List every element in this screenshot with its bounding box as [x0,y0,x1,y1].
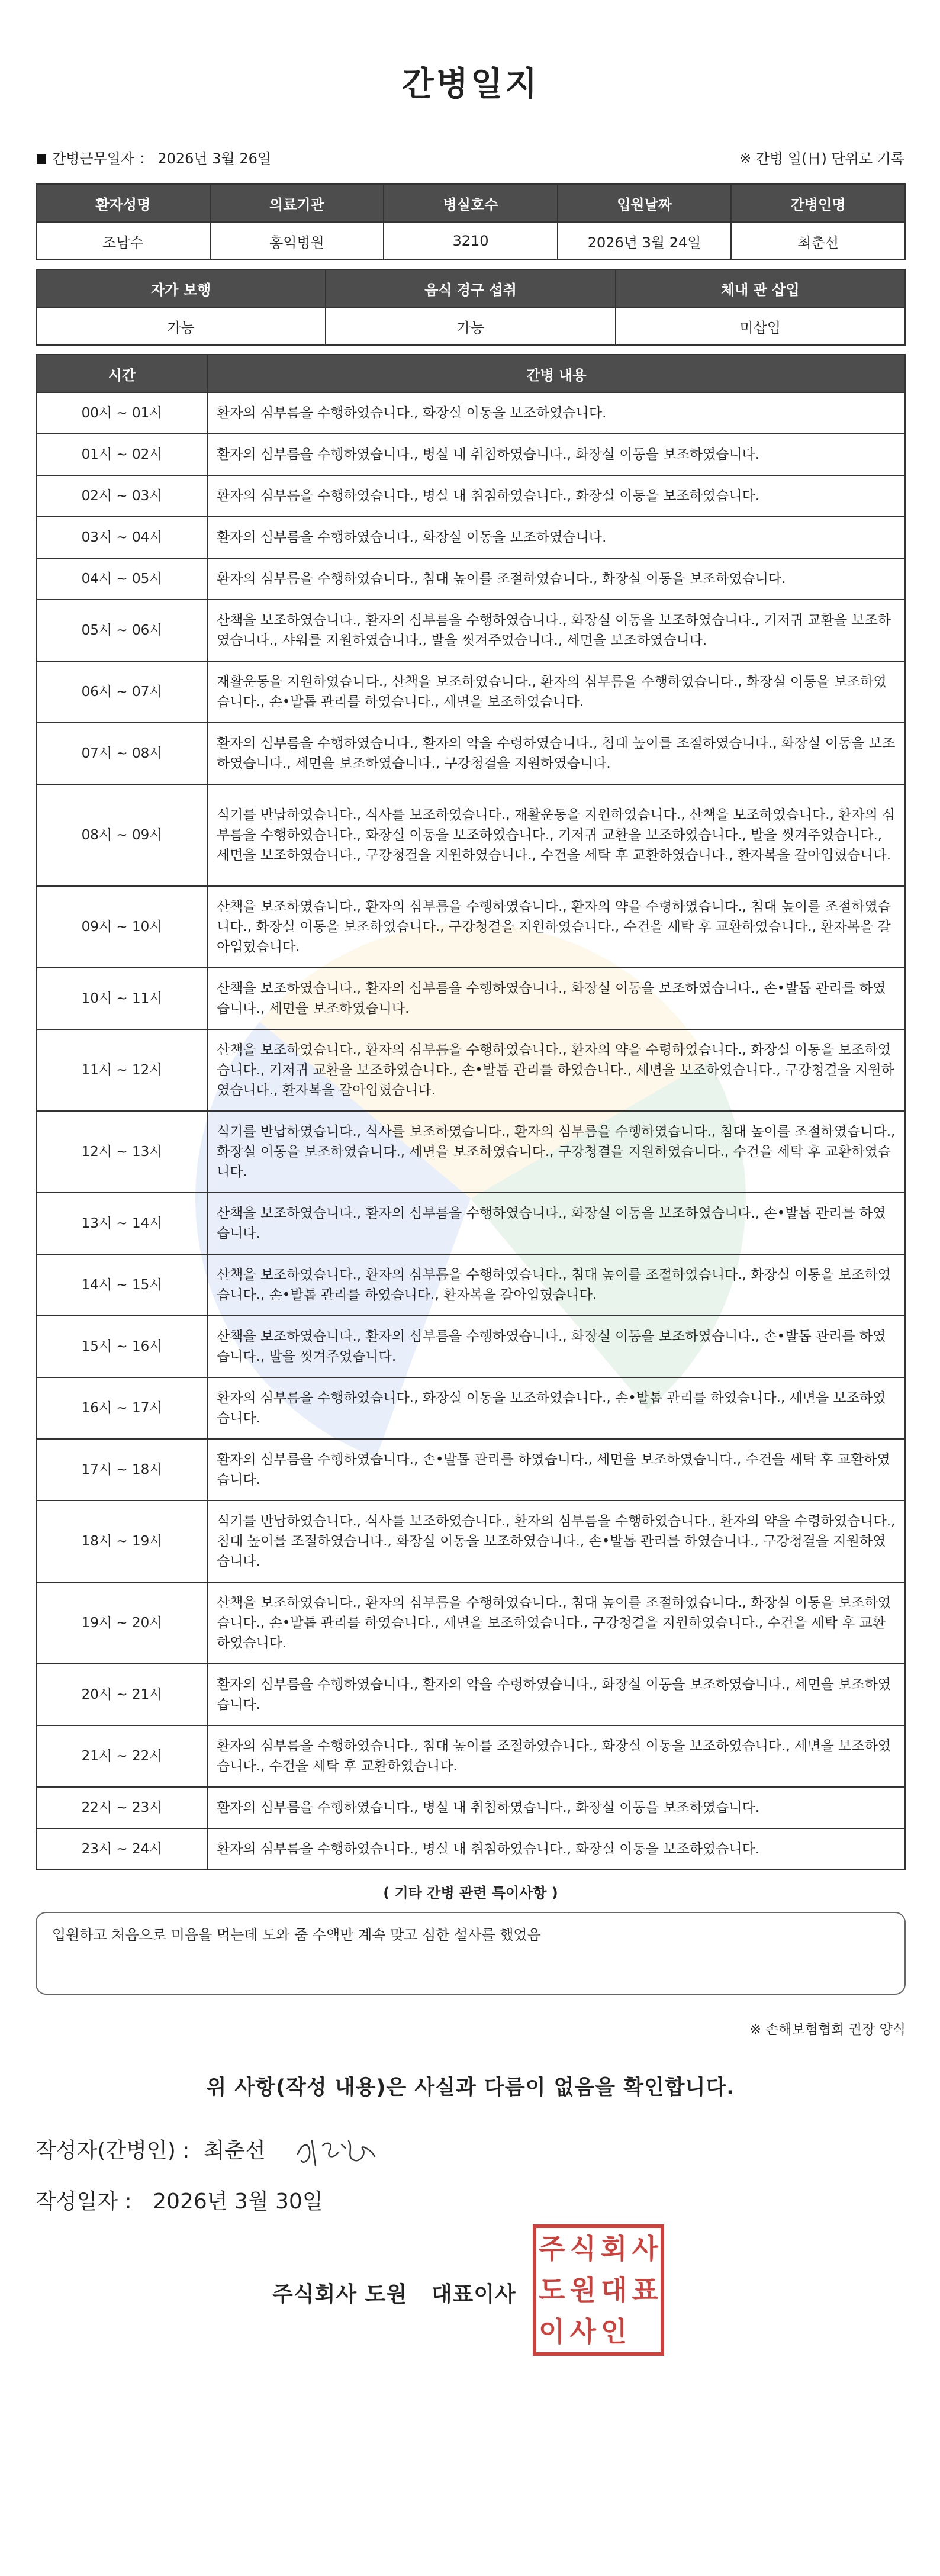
patient-status-table [36,269,906,346]
care-log-header [36,355,905,392]
seal-character: 대 [601,2274,627,2306]
care-content: 환자의 심부름을 수행하였습니다., 침대 높이를 조절하였습니다., 화장실 이동을 보조하였습니다., 세면을 보조하였습니다., 수건을 세탁 후 교환하였습니다. [208,1725,905,1787]
seal-character: 이 [539,2316,565,2348]
seal-character: 회 [601,2233,627,2265]
care-content: 산책을 보조하였습니다., 환자의 심부름을 수행하였습니다., 침대 높이를 조절하였습니다., 화장실 이동을 보조하였습니다., 손•발톱 관리를 하였습니다., 세면을 보조하였습니다., 구강청결을 지원하였습니다., 수건을 세탁 후 교환하였습니다. [208,1582,905,1664]
table-row [36,1787,905,1828]
care-content: 산책을 보조하였습니다., 환자의 심부름을 수행하였습니다., 화장실 이동을 보조하였습니다., 손•발톱 관리를 하였습니다. [208,1193,905,1254]
care-content: 환자의 심부름을 수행하였습니다., 병실 내 취침하였습니다., 화장실 이동을 보조하였습니다. [208,475,905,517]
patient-name: 조남수 [36,222,210,260]
care-content: 환자의 심부름을 수행하였습니다., 병실 내 취침하였습니다., 화장실 이동을 보조하였습니다. [208,1828,905,1870]
care-content: 환자의 심부름을 수행하였습니다., 환자의 약을 수령하였습니다., 화장실 이동을 보조하였습니다., 세면을 보조하였습니다. [208,1664,905,1725]
time-slot: 21시 ~ 22시 [36,1725,208,1787]
patient-info-values [36,222,905,260]
time-slot: 07시 ~ 08시 [36,723,208,784]
signer-name: 최춘선 [204,2139,266,2163]
table-row [36,1439,905,1500]
time-slot: 20시 ~ 21시 [36,1664,208,1725]
header-hospital: 의료기관 [210,184,384,222]
time-slot: 15시 ~ 16시 [36,1316,208,1377]
care-log-table [36,354,906,1870]
tube-insertion-status: 미삽입 [616,307,905,345]
care-content: 산책을 보조하였습니다., 환자의 심부름을 수행하였습니다., 화장실 이동을 보조하였습니다., 손•발톱 관리를 하였습니다., 발을 씻겨주었습니다. [208,1316,905,1377]
care-content: 산책을 보조하였습니다., 환자의 심부름을 수행하였습니다., 화장실 이동을 보조하였습니다., 기저귀 교환을 보조하였습니다., 샤워를 지원하였습니다., 발을 씻겨주었습니다., 세면을 보조하였습니다. [208,600,905,661]
header-care-content: 간병 내용 [208,355,905,392]
written-date-value: 2026년 3월 30일 [153,2189,323,2214]
work-date-text: 간병근무일자 ： 2026년 3월 26일 [52,150,272,167]
table-row [36,1316,905,1377]
table-row [36,1500,905,1582]
time-slot: 13시 ~ 14시 [36,1193,208,1254]
care-content: 환자의 심부름을 수행하였습니다., 병실 내 취침하였습니다., 화장실 이동을 보조하였습니다. [208,434,905,475]
seal-character: 주 [539,2233,565,2265]
seal-character: 표 [632,2274,658,2306]
time-slot: 17시 ~ 18시 [36,1439,208,1500]
hospital: 홍익병원 [210,222,384,260]
square-bullet-icon [37,154,46,164]
time-slot: 02시 ~ 03시 [36,475,208,517]
company-signature-block [36,2230,906,2366]
confirmation-statement: 위 사항(작성 내용)은 사실과 다름이 없음을 확인합니다. [206,2076,735,2100]
table-row [36,1377,905,1439]
table-row [36,968,905,1029]
time-slot: 08시 ~ 09시 [36,784,208,886]
time-slot: 19시 ~ 20시 [36,1582,208,1664]
table-row [36,661,905,723]
table-row [36,600,905,661]
patient-info-table [36,183,906,260]
remarks-title: ( 기타 간병 관련 특이사항 ) [383,1885,558,1901]
company-name: 주식회사 도원 대표이사 [272,2282,516,2307]
care-content: 환자의 심부름을 수행하였습니다., 침대 높이를 조절하였습니다., 화장실 이동을 보조하였습니다. [208,558,905,600]
table-row [36,434,905,475]
care-content: 재활운동을 지원하였습니다., 산책을 보조하였습니다., 환자의 심부름을 수행하였습니다., 화장실 이동을 보조하였습니다., 손•발톱 관리를 하였습니다., 세면을 보조하였습니다. [208,661,905,723]
remarks-box [36,1912,906,1995]
written-date-row [36,2185,906,2218]
table-row [36,1725,905,1787]
seal-character: 도 [539,2274,565,2306]
table-row [36,723,905,784]
time-slot: 03시 ~ 04시 [36,517,208,558]
care-content: 산책을 보조하였습니다., 환자의 심부름을 수행하였습니다., 환자의 약을 수령하였습니다., 화장실 이동을 보조하였습니다., 기저귀 교환을 보조하였습니다., 손•발톱 관리를 하였습니다., 세면을 보조하였습니다., 구강청결을 지원하였습니다., 환자복을 갈아입혔습니다. [208,1029,905,1111]
time-slot: 12시 ~ 13시 [36,1111,208,1193]
care-content: 식기를 반납하였습니다., 식사를 보조하였습니다., 환자의 심부름을 수행하였습니다., 환자의 약을 수령하였습니다., 침대 높이를 조절하였습니다., 화장실 이동을 보조하였습니다., 손•발톱 관리를 하였습니다., 구강청결을 지원하였습니다. [208,1500,905,1582]
care-content: 식기를 반납하였습니다., 식사를 보조하였습니다., 환자의 심부름을 수행하였습니다., 침대 높이를 조절하였습니다., 화장실 이동을 보조하였습니다., 세면을 보조하였습니다., 구강청결을 지원하였습니다., 수건을 세탁 후 교환하였습니다. [208,1111,905,1193]
room-number: 3210 [384,222,558,260]
signer-label: 작성자(간병인) : [36,2139,190,2163]
header-patient-name: 환자성명 [36,184,210,222]
care-log-page [36,0,906,2366]
care-content: 환자의 심부름을 수행하였습니다., 화장실 이동을 보조하였습니다., 손•발톱 관리를 하였습니다., 세면을 보조하였습니다. [208,1377,905,1439]
admission-date: 2026년 3월 24일 [558,222,732,260]
header-walking: 자가 보행 [36,269,326,307]
table-row [36,1582,905,1664]
time-slot: 04시 ~ 05시 [36,558,208,600]
time-slot: 16시 ~ 17시 [36,1377,208,1439]
time-slot: 10시 ~ 11시 [36,968,208,1029]
patient-status-header [36,269,905,307]
seal-character: 사 [632,2233,658,2265]
patient-status-values [36,307,905,345]
care-content: 산책을 보조하였습니다., 환자의 심부름을 수행하였습니다., 환자의 약을 수령하였습니다., 침대 높이를 조절하였습니다., 화장실 이동을 보조하였습니다., 구강청결을 지원하였습니다., 수건을 세탁 후 교환하였습니다., 환자복을 갈아입혔습니다. [208,886,905,968]
table-row [36,517,905,558]
time-slot: 01시 ~ 02시 [36,434,208,475]
time-slot: 00시 ~ 01시 [36,392,208,434]
care-content: 환자의 심부름을 수행하였습니다., 환자의 약을 수령하였습니다., 침대 높이를 조절하였습니다., 화장실 이동을 보조하였습니다., 세면을 보조하였습니다., 구강청결을 지원하였습니다. [208,723,905,784]
header-time: 시간 [36,355,208,392]
association-note: ※ 손해보험협회 권장 양식 [749,2022,906,2037]
signer-row [36,2134,906,2168]
time-slot: 11시 ~ 12시 [36,1029,208,1111]
table-row [36,558,905,600]
header-room: 병실호수 [384,184,558,222]
remarks-text: 입원하고 처음으로 미음을 먹는데 도와 줌 수액만 계속 맞고 심한 설사를 했었음 [52,1927,541,1943]
table-row [36,1193,905,1254]
seal-character: 사 [569,2316,596,2348]
seal-character: 원 [569,2274,596,2306]
walking-status: 가능 [36,307,326,345]
table-row [36,1029,905,1111]
table-row [36,1111,905,1193]
care-content: 산책을 보조하였습니다., 환자의 심부름을 수행하였습니다., 침대 높이를 조절하였습니다., 화장실 이동을 보조하였습니다., 손•발톱 관리를 하였습니다., 환자복을 갈아입혔습니다. [208,1254,905,1316]
meta-row [36,147,906,170]
time-slot: 18시 ~ 19시 [36,1500,208,1582]
oral-intake-status: 가능 [326,307,615,345]
table-row [36,784,905,886]
care-content: 환자의 심부름을 수행하였습니다., 화장실 이동을 보조하였습니다. [208,517,905,558]
header-caregiver: 간병인명 [731,184,905,222]
page-title: 간병일지 [401,65,540,104]
written-date-label: 작성일자 : [36,2189,132,2214]
seal-character: 인 [601,2316,627,2348]
table-row [36,886,905,968]
care-content: 산책을 보조하였습니다., 환자의 심부름을 수행하였습니다., 화장실 이동을 보조하였습니다., 손•발톱 관리를 하였습니다., 세면을 보조하였습니다. [208,968,905,1029]
time-slot: 05시 ~ 06시 [36,600,208,661]
header-admission-date: 입원날짜 [558,184,732,222]
work-date [37,147,271,170]
table-row [36,392,905,434]
table-row [36,1664,905,1725]
table-row [36,1828,905,1870]
header-tube-insertion: 체내 관 삽입 [616,269,905,307]
caregiver-name: 최춘선 [731,222,905,260]
care-content: 식기를 반납하였습니다., 식사를 보조하였습니다., 재활운동을 지원하였습니다., 산책을 보조하였습니다., 환자의 심부름을 수행하였습니다., 화장실 이동을 보조하였습니다., 기저귀 교환을 보조하였습니다., 발을 씻겨주었습니다., 세면을 보조하였습니다., 구강청결을 지원하였습니다., 수건을 세탁 후 교환하였습니다., 환자복을 갈아입혔습니다. [208,784,905,886]
table-row [36,1254,905,1316]
handwritten-signature [292,2130,381,2172]
seal-character: 식 [569,2233,596,2265]
time-slot: 14시 ~ 15시 [36,1254,208,1316]
time-slot: 23시 ~ 24시 [36,1828,208,1870]
header-oral-intake: 음식 경구 섭취 [326,269,615,307]
time-slot: 06시 ~ 07시 [36,661,208,723]
care-content: 환자의 심부름을 수행하였습니다., 병실 내 취침하였습니다., 화장실 이동을 보조하였습니다. [208,1787,905,1828]
company-seal-stamp [533,2224,664,2356]
patient-info-header [36,184,905,222]
time-slot: 09시 ~ 10시 [36,886,208,968]
care-content: 환자의 심부름을 수행하였습니다., 손•발톱 관리를 하였습니다., 세면을 보조하였습니다., 수건을 세탁 후 교환하였습니다. [208,1439,905,1500]
table-row [36,475,905,517]
record-unit-note: ※ 간병 일(日) 단위로 기록 [739,150,904,167]
time-slot: 22시 ~ 23시 [36,1787,208,1828]
care-content: 환자의 심부름을 수행하였습니다., 화장실 이동을 보조하였습니다. [208,392,905,434]
